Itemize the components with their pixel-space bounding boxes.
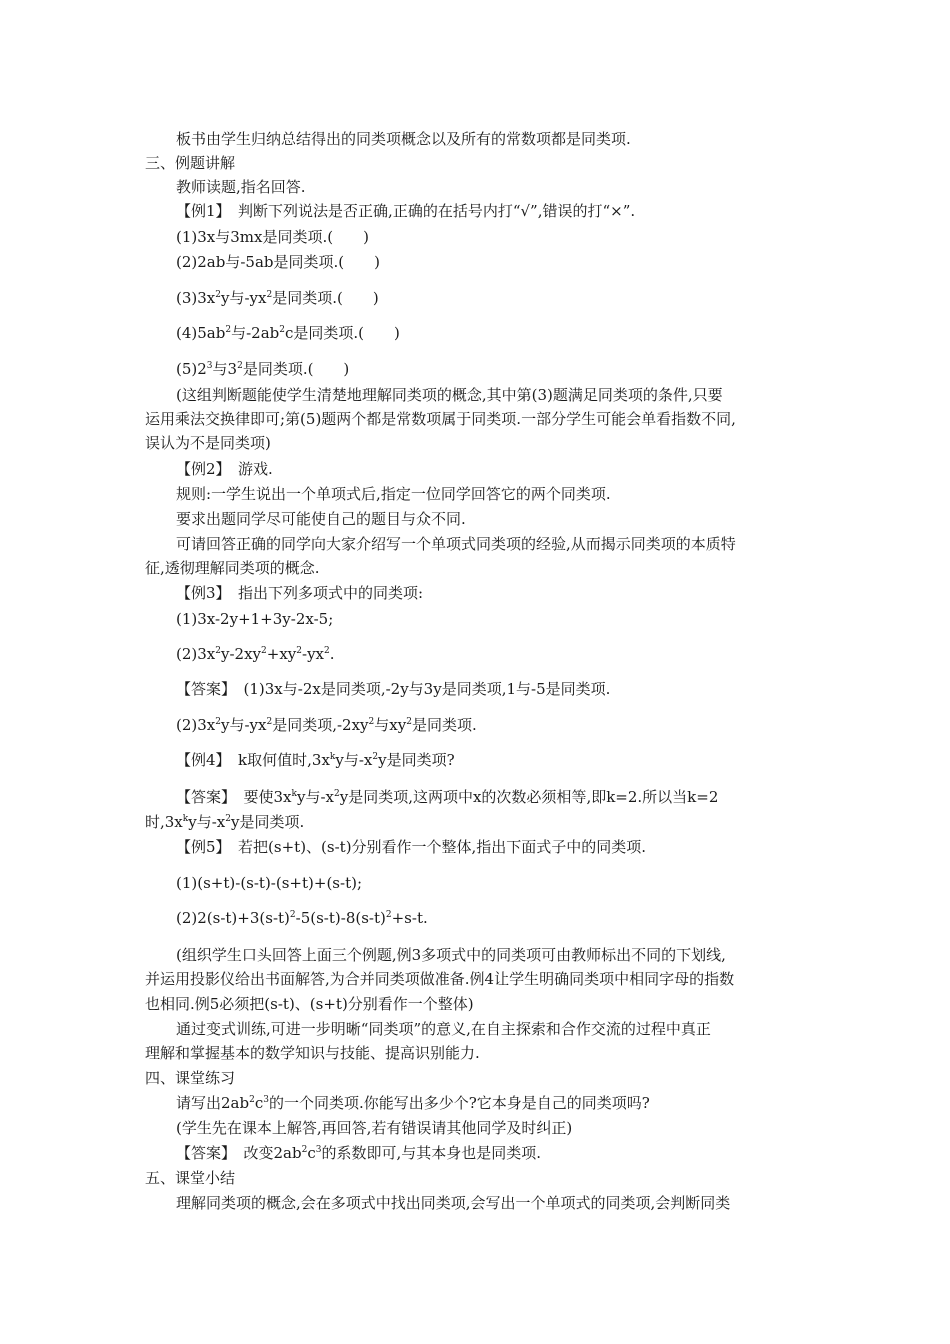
example-3-item-2: $(2)3x^2y-2xy^2+xy^2-yx^2$. <box>176 645 335 663</box>
paragraph-line: 要求出题同学尽可能使自己的题目与众不同. <box>176 510 466 528</box>
paragraph-line: 通过变式训练,可进一步明晰“同类项”的意义,在自主探索和合作交流的过程中真正 <box>176 1020 711 1038</box>
example-1-item-5: $(5)2^3$与$3^2$是同类项.( ) <box>176 360 350 378</box>
example-2-title: 【例2】 游戏. <box>176 460 273 478</box>
example-1-item-4: $(4)5ab^2$与$-2ab^2c$是同类项.( ) <box>176 324 400 342</box>
paragraph-line: (这组判断题能使学生清楚地理解同类项的概念,其中第(3)题满足同类项的条件,只要 <box>176 386 723 404</box>
paragraph-line: 规则:一学生说出一个单项式后,指定一位同学回答它的两个同类项. <box>176 485 611 503</box>
paragraph-line: 运用乘法交换律即可;第(5)题两个都是常数项属于同类项.一部分学生可能会单看指数不同, <box>145 410 736 428</box>
example-4-title: 【例4】 k取何值时$,3x^ky$与$-x^2y$是同类项? <box>176 751 455 769</box>
example-3-answer-1: 【答案】 (1)3x与-2x是同类项,-2y与3y是同类项,1与-5是同类项. <box>176 680 611 698</box>
example-4-answer-cont: 时$,3x^ky$与$-x^2y$是同类项. <box>145 813 305 831</box>
section-heading-summary: 五、课堂小结 <box>145 1169 236 1187</box>
example-1-item-2: (2)2ab与-5ab是同类项.( ) <box>176 253 380 271</box>
paragraph-line: 教师读题,指名回答. <box>176 178 306 196</box>
practice-question: 请写出$2ab^2c^3$的一个同类项.你能写出多少个?它本身是自己的同类项吗? <box>176 1094 650 1112</box>
example-3-title: 【例3】 指出下列多项式中的同类项: <box>176 584 424 602</box>
example-5-item-2: $(2)2(s-t)+3(s-t)^2-5(s-t)-8(s-t)^2+s-t$. <box>176 909 428 927</box>
paragraph-line: 并运用投影仪给出书面解答,为合并同类项做准备.例4让学生明确同类项中相同字母的指数 <box>145 970 735 988</box>
example-5-title: 【例5】 若把(s+t)、(s-t)分别看作一个整体,指出下面式子中的同类项. <box>176 838 647 856</box>
example-5-item-1: (1)(s+t)-(s-t)-(s+t)+(s-t); <box>176 874 362 892</box>
example-1-item-1: (1)3x与3mx是同类项.( ) <box>176 228 369 246</box>
paragraph-line: 可请回答正确的同学向大家介绍写一个单项式同类项的经验,从而揭示同类项的本质特 <box>176 535 736 553</box>
paragraph-line: 误认为不是同类项) <box>145 434 271 452</box>
practice-answer: 【答案】 改变$2ab^2c^3$的系数即可,与其本身也是同类项. <box>176 1144 542 1162</box>
example-1-item-3: $(3)3x^2y$与$-yx^2$是同类项.( ) <box>176 289 379 307</box>
paragraph-line: 也相同.例5必须把(s-t)、(s+t)分别看作一个整体) <box>145 995 474 1013</box>
paragraph-line: 理解同类项的概念,会在多项式中找出同类项,会写出一个单项式的同类项,会判断同类 <box>176 1194 731 1212</box>
example-3-item-1: (1)3x-2y+1+3y-2x-5; <box>176 610 334 628</box>
example-1-title: 【例1】 判断下列说法是否正确,正确的在括号内打“√”,错误的打“×”. <box>176 202 636 220</box>
paragraph-line: (组织学生口头回答上面三个例题,例3多项式中的同类项可由教师标出不同的下划线, <box>176 946 726 964</box>
paragraph-line: 征,透彻理解同类项的概念. <box>145 559 320 577</box>
section-heading-practice: 四、课堂练习 <box>145 1069 236 1087</box>
example-4-answer: 【答案】 要使$3x^ky$与$-x^2y$是同类项,这两项中x的次数必须相等,即k=2.所以当k=2 <box>176 788 719 806</box>
example-3-answer-2: $(2)3x^2y$与$-yx^2$是同类项$,-2xy^2$与$xy^2$是同类项. <box>176 716 477 734</box>
paragraph-line: 板书由学生归纳总结得出的同类项概念以及所有的常数项都是同类项. <box>176 130 631 148</box>
paragraph-line: (学生先在课本上解答,再回答,若有错误请其他同学及时纠正) <box>176 1119 573 1137</box>
paragraph-line: 理解和掌握基本的数学知识与技能、提高识别能力. <box>145 1044 480 1062</box>
section-heading-examples: 三、例题讲解 <box>145 154 236 172</box>
